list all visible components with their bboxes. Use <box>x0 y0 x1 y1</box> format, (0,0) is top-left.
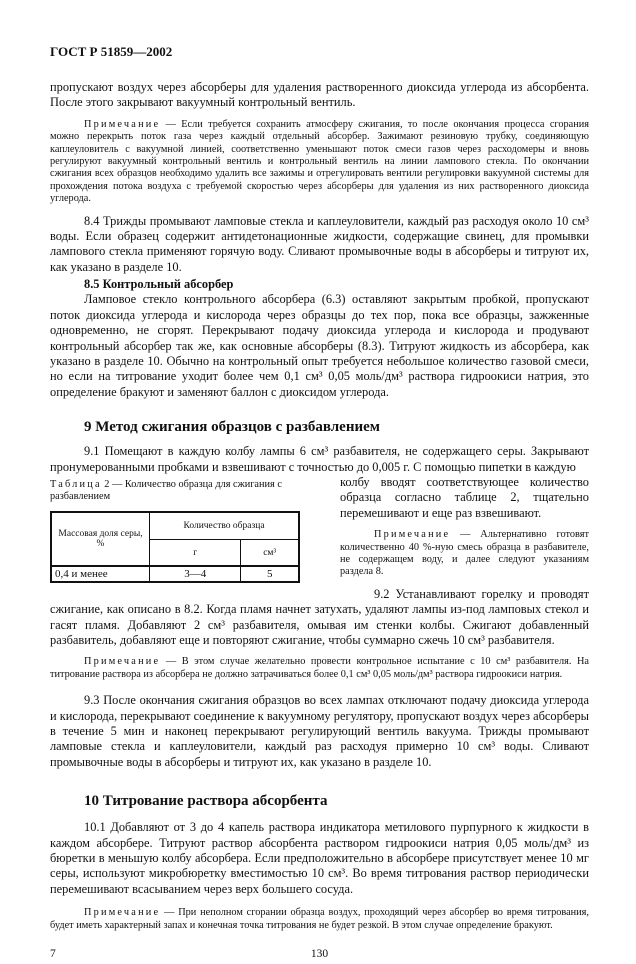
paragraph-10-1: 10.1 Добавляют от 3 до 4 капель раствора индикатора метилового пурпурного к жидкости в каждом абсорбере. Титруют раствор абсорбента раствором гидроокиси натрия 0,05 моль/дм³ из бюретки в меньшую колбу абсорбера. Если предположительно в абсорбере присутствует менее 10 мг серы, используют микробюретку вместимостью 10 см³. Во время титрования раствор периодически перемешивают всасыванием через верх большего сосуда. <box>50 820 589 896</box>
paragraph-intro: пропускают воздух через абсорберы для удаления растворенного диоксида углерода из абсорбента. После этого закрывают вакуумный контрольный вентиль. <box>50 80 589 110</box>
note-3 <box>50 656 589 681</box>
note-text: — При неполном сгорании образца воздух, проходящий через абсорбер во время титрования, будет иметь характерный запах и конечная точка титрования не будет резкой. В этом случае определение бракуют. <box>50 907 589 931</box>
page-footer <box>50 948 589 964</box>
table-2 <box>50 479 312 583</box>
table-cell: 3—4 <box>150 566 241 582</box>
heading-section-10: 10 Титрование раствора абсорбента <box>84 793 328 810</box>
paragraph-9-3: 9.3 После окончания сжигания образцов во всех лампах отключают подачу диоксида углерода и кислорода, перекрывают соединение к вакуумному регулятору, пропускают воздух через абсорберы в течение 5 мин и наконец перекрывают регулирующий вентиль вакуума. Трижды промывают ламповые стекла и каплеуловители, каждый раз расходуя примерно 10 см³ воды. Сливают промывочные воды в абсорберы и титруют их, как указано в разделе 10. <box>50 693 589 769</box>
note-1 <box>50 119 589 206</box>
note-label: Примечание <box>84 656 161 668</box>
column-header-cm3: см³ <box>241 540 299 566</box>
heading-8-5: 8.5 Контрольный абсорбер <box>84 277 234 292</box>
paragraph-9-1: 9.1 Помещают в каждую колбу лампы 6 см³ разбавителя, не содержащего серы. Закрывают пронумерованными пробками и взвешивают с точностью до 0,005 г. С помощью пипетки в каждую <box>50 444 589 474</box>
note-text: — В этом случае желательно провести контрольное испытание с 10 см³ разбавителя. На титрование раствора из абсорбера не должно затрачиваться более 0,1 см³ 0,05 моль/дм³ раствора гидроокиси натрия. <box>50 656 589 680</box>
page-number: 130 <box>310 948 329 961</box>
sheet-number: 7 <box>50 948 56 961</box>
table-cell: 5 <box>241 566 299 582</box>
document-header: ГОСТ Р 51859—2002 <box>50 44 173 59</box>
table-caption-text: 2 — Количество образца для сжигания с разбавлением <box>50 478 282 502</box>
paragraph-8-4: 8.4 Трижды промывают ламповые стекла и каплеуловители, каждый раз расходуя около 10 см³ воды. Если образец содержит антидетонационные жидкости, содержащие свинец, для промывки лампового стекла применяют горячую воду. Сливают промывочные воды в абсорберы и титруют их, как указано в разделе 10. <box>50 213 589 274</box>
heading-section-9: 9 Метод сжигания образцов с разбавлением <box>84 419 380 436</box>
sample-quantity-table <box>50 511 300 583</box>
column-header-group: Количество образца <box>150 512 300 540</box>
document-page <box>50 0 589 964</box>
table-caption-label: Таблица <box>50 478 102 490</box>
paragraph-9-1-continued: колбу вводят соответствующее количество образца согласно таблице 2, тщательно перемешивают и еще раз взвешивают. <box>340 474 589 520</box>
column-header-sulfur: Массовая доля серы, % <box>51 512 150 566</box>
note-text: — Альтернативно готовят количественно 40 %-ную смесь образца в разбавителе, не содержащем воду, и далее следуют указаниям раздела 8. <box>340 529 589 578</box>
paragraph-9-2: 9.2 Устанавливают горелку и проводят сжигание, как описано в 8.2. Когда пламя начнет затухать, удаляют лампы из-под ламповых стекол и гасят пламя. Добавляют 2 см³ разбавителя, омывая им стенки колбы. Сжигают добавленный разбавитель, добавляют еще и повторяют сжигание, чтобы суммарно сжечь 10 см³ разбавителя. <box>50 586 589 647</box>
table-row <box>51 566 299 582</box>
note-text: — Если требуется сохранить атмосферу сжигания, то после окончания процесса сгорания можно перекрыть поток газа через каждый отдельный абсорбер. Зажимают резиновую трубку, соединяющую каплеуловитель с вакуумной линией, соответственно уменьшают поток смеси газов через расходомеры и вновь регулируют вакуумный контрольный вентиль и контрольный вентиль на линии лампового стекла. По окончании сжигания всех образцов необходимо удалить все зажимы и отрегулировать вентили регулировки вакуумной системы для прохождения потока воздуха с требуемой скоростью через абсорберы для удаления из них растворенного диоксида углерода. <box>50 118 589 205</box>
note-label: Примечание <box>84 907 161 919</box>
table-cell: 0,4 и менее <box>51 566 150 582</box>
note-label: Примечание <box>374 529 451 541</box>
paragraph-8-5: Ламповое стекло контрольного абсорбера (6.3) оставляют закрытым пробкой, пропускают поток диоксида углерода и кислорода через образцы до тех пор, пока все образцы, зажженные одновременно, не сгорят. Перекрывают подачу диоксида углерода и кислорода и продувают контрольный абсорбер так же, как основные абсорберы (8.3). Титруют жидкость из абсорбера, как указано в разделе 10. Обычно на контрольный опыт требуется небольшое количество газовой смеси, но если на титрование уходит более чем 0,1 см³ 0,05 моль/дм³ раствора гидроокиси натрия, это определение бракуют и заменяют баллон с диоксидом углерода. <box>50 292 589 399</box>
column-header-grams: г <box>150 540 241 566</box>
table-caption <box>50 479 312 503</box>
note-label: Примечание <box>84 118 161 130</box>
